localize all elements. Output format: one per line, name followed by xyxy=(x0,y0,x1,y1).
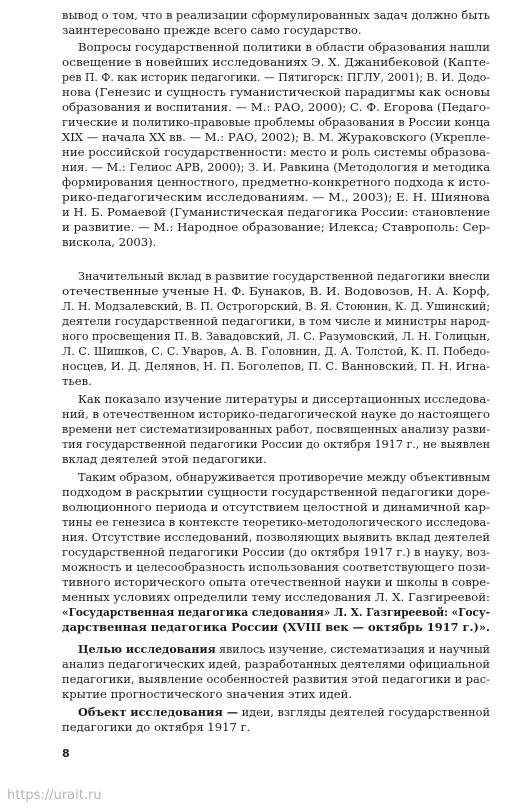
text-line: дарственная педагогика России (XVIII век — октябрь 1917 г.)». xyxy=(62,620,490,634)
text-line: педагогики до октября 1917 г. xyxy=(62,720,251,734)
text-line: Вопросы государственной политики в области образования нашли xyxy=(78,40,490,54)
text-run: идеи, взгляды деятелей государственной xyxy=(238,705,490,719)
text-line: деятели государственной педагогики, в том числе и министры народ- xyxy=(62,314,490,328)
text-line: волюционного периода и отсутствием целостной и динамичной кар- xyxy=(62,500,490,514)
text-line: рико-педагогическим исследованиям. — М., 2003); Е. Н. Шиянова xyxy=(62,190,490,204)
text-line: ного просвещения П. В. Завадовский, Л. С. Разумовский, Л. Н. Голицын, xyxy=(62,329,490,343)
text-line: вискола, 2003). xyxy=(62,235,157,249)
source-watermark: https://urait.ru xyxy=(7,788,102,803)
text-line: и развитие. — М.: Народное образование; Илекса; Ставрополь: Сер- xyxy=(62,220,490,234)
text-line: Таким образом, обнаруживается противоречие между объективным xyxy=(78,470,490,484)
text-line: вклад деятелей этой педагогики. xyxy=(62,452,267,466)
text-line: крытие прогностического значения этих идей. xyxy=(62,687,353,701)
text-line: ние российской государственности: место и роль системы образова- xyxy=(62,145,490,159)
text-line: Как показало изучение литературы и диссертационных исследова- xyxy=(78,392,490,406)
text-line: «Государственная педагогика следования» Л. Х. Газгиреевой: «Госу- xyxy=(62,605,490,619)
text-line: рев П. Ф. как историк педагогики. — Пятигорск: ПГЛУ, 2001); В. И. Додо- xyxy=(62,70,490,84)
text-line: тия государственной педагогики России до октября 1917 г., не выявлен xyxy=(62,437,490,451)
text-line: Л. С. Шишков, С. С. Уваров, А. В. Головнин, Д. А. Толстой, К. П. Победо- xyxy=(62,344,490,358)
text-line: анализ педагогических идей, разработанных деятелями официальной xyxy=(62,657,490,671)
text-line: вывод о том, что в реализации сформулированных задач должно быть xyxy=(62,8,490,22)
text-line: государственной педагогики России (до октября 1917 г.) в науку, воз- xyxy=(62,545,490,559)
text-line: тины ее генезиса в контексте теоретико-методологического исследова- xyxy=(62,515,490,529)
text-line: педагогики, выявление особенностей развития этой педагогики и рас- xyxy=(62,672,490,686)
text-line: формирования ценностного, предметно-конкретного подхода к исто- xyxy=(62,175,491,189)
text-run: явилось изучение, систематизация и научный xyxy=(215,642,490,656)
page-number: 8 xyxy=(62,747,70,760)
text-line: и Н. Б. Ромаевой (Гуманистическая педагогика России: становление xyxy=(62,205,490,219)
text-line: Л. Н. Модзалевский, В. П. Острогорский, В. Я. Стоюнин, К. Д. Ушинский; xyxy=(62,299,490,313)
text-line: можность и целесообразность использования соответствующего пози- xyxy=(62,560,490,574)
text-line: заинтересовано прежде всего само государство. xyxy=(62,23,362,37)
text-line: ния. — М.: Гелиос АРВ, 2000); З. И. Равкина (Методология и методика xyxy=(62,160,490,174)
lead-term: Целью исследования xyxy=(78,642,216,656)
text-line: отечественные ученые Н. Ф. Бунаков, В. И. Водовозов, Н. А. Корф, xyxy=(62,284,490,298)
text-line: образования и воспитания. — М.: РАО, 2000); С. Ф. Егорова (Педаго- xyxy=(62,100,490,114)
text-line: освещение в новейших исследованиях Э. Х. Джанибековой (Капте- xyxy=(62,55,490,69)
text-line xyxy=(78,705,490,720)
text-line: ний, в отечественном историко-педагогической науке до настоящего xyxy=(62,407,490,421)
text-line: XIX — начала XX вв. — М.: РАО, 2002); В. М. Жураковского (Укрепле- xyxy=(62,130,490,144)
text-line: нова (Генезис и сущность гуманистической парадигмы как основы xyxy=(62,85,491,99)
text-line: тивного исторического опыта отечественной науки и школы в совре- xyxy=(62,575,491,589)
text-line: гические и политико-правовые проблемы образования в России конца xyxy=(62,115,490,129)
text-line: ния. Отсутствие исследований, позволяющих выявить вклад деятелей xyxy=(62,530,490,544)
text-line: подходом в раскрытии сущности государственной педагогики доре- xyxy=(62,485,490,499)
lead-term: Объект исследования — xyxy=(78,705,239,719)
text-line: времени нет систематизированных работ, посвященных анализу разви- xyxy=(62,422,490,436)
text-line: менных условиях определили тему исследования Л. Х. Газгиреевой: xyxy=(62,590,491,604)
text-line: Значительный вклад в развитие государственной педагогики внесли xyxy=(78,269,490,283)
text-line xyxy=(78,642,490,657)
text-line: тьев. xyxy=(62,374,92,388)
text-line: носцев, И. Д. Делянов, Н. П. Боголепов, П. С. Ванновский, П. Н. Игна- xyxy=(62,359,490,373)
